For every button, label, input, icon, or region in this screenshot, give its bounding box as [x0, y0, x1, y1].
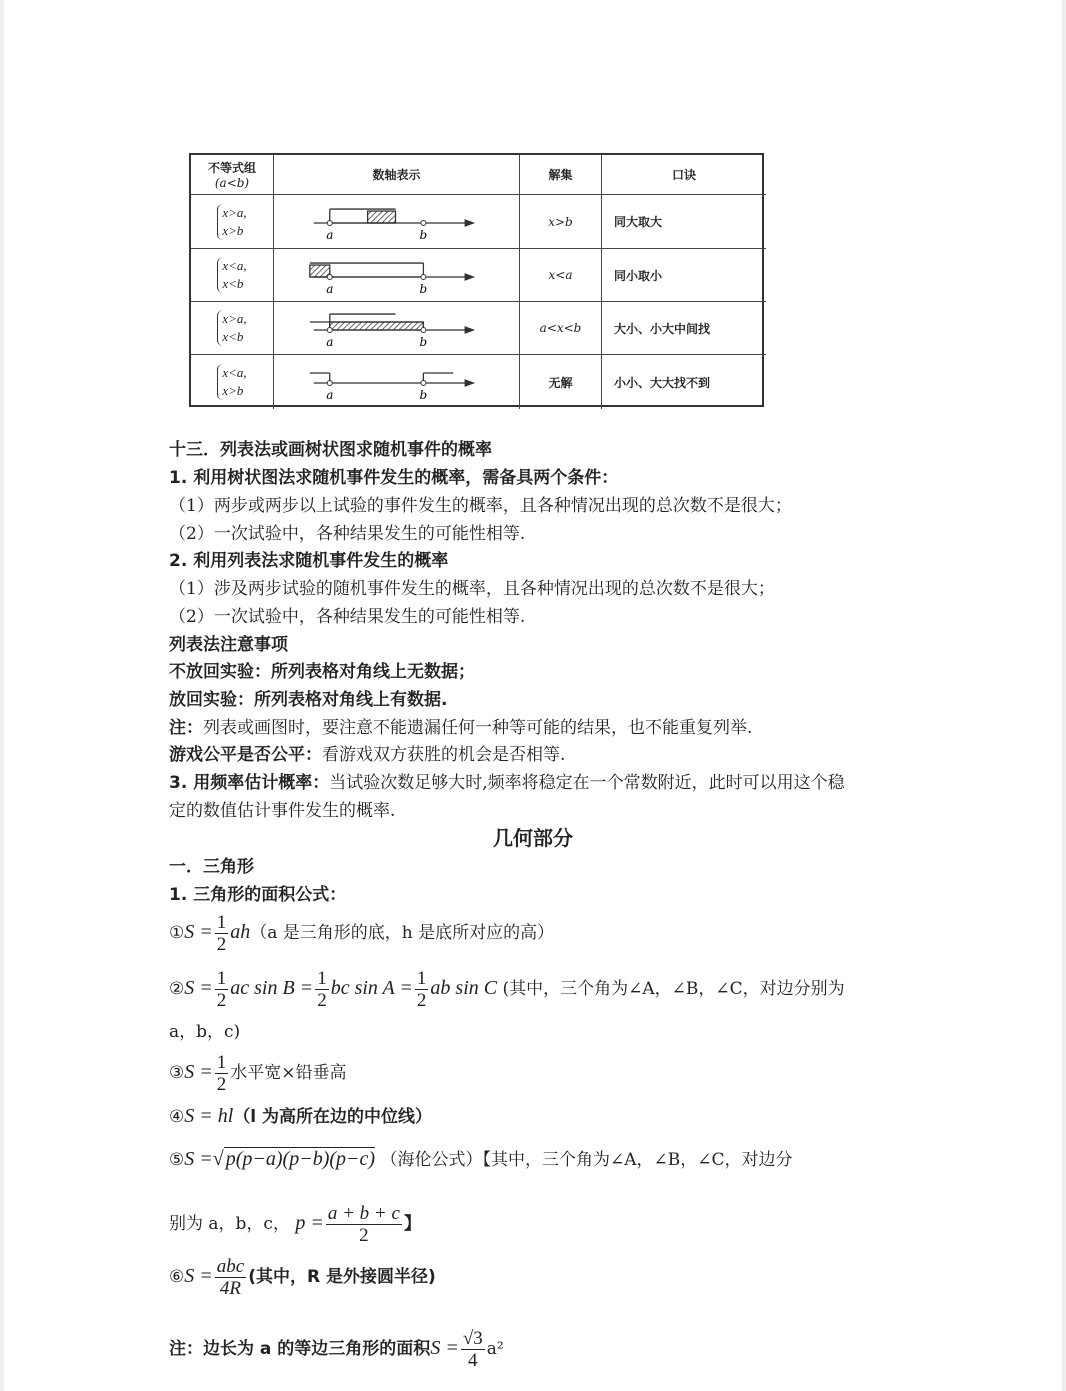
header-solution: 解集 — [520, 155, 602, 195]
axis-arrow — [465, 327, 473, 333]
fraction — [315, 968, 329, 1011]
denominator: 2 — [317, 990, 327, 1011]
radicand: p(p−a)(p−b)(p−c) — [225, 1148, 376, 1170]
system-cell — [191, 249, 274, 302]
number-line-cell — [274, 302, 520, 355]
numerator: abc — [216, 1256, 245, 1277]
denominator: 4R — [219, 1278, 242, 1299]
inequality: x<b — [222, 276, 244, 291]
formula-2-cont: a，b，c) — [169, 1022, 241, 1042]
note-text: 列表或画图时，要注意不能遗漏任何一种等可能的结果，也不能重复列举. — [203, 718, 753, 738]
inequality-system — [217, 204, 246, 240]
condition-1: （1）两步或两步以上试验的事件发生的概率，且各种情况出现的总次数不是很大； — [169, 496, 792, 516]
label-b: b — [419, 281, 428, 296]
bracket: 】 — [403, 1214, 421, 1234]
expr: a² — [486, 1339, 504, 1359]
solution-set: x>b — [548, 214, 573, 229]
note-label: 注： — [169, 718, 203, 738]
frequency-line — [169, 772, 845, 794]
expr: bc sin A = — [330, 977, 413, 999]
point-b — [421, 381, 426, 386]
geometry-title: 几何部分 — [493, 826, 573, 850]
number-line-cell — [274, 249, 520, 302]
numerator: 1 — [216, 968, 227, 989]
number-line-cell — [274, 195, 520, 249]
axis-arrow — [465, 274, 473, 280]
inequality: x<a, — [222, 258, 247, 273]
lhs: S = — [184, 1148, 213, 1170]
fraction — [215, 1052, 229, 1095]
fraction — [326, 1203, 402, 1246]
lhs: S = — [184, 1265, 213, 1287]
point-a — [327, 381, 332, 386]
expr: S = hl — [184, 1105, 234, 1127]
rhyme: 小小、大大找不到 — [614, 375, 711, 390]
numerator: a + b + c — [327, 1203, 400, 1224]
point-b — [421, 275, 426, 280]
solution-cell — [520, 355, 602, 409]
inequality: x>a, — [222, 311, 247, 326]
num-marker: ④ — [169, 1107, 185, 1127]
num-marker: ② — [169, 979, 185, 999]
expr: ab sin C — [430, 977, 498, 999]
area-formula-heading: 1. 三角形的面积公式： — [169, 885, 347, 905]
label-b: b — [419, 334, 428, 349]
lhs: S = — [430, 1337, 459, 1359]
formula-6 — [169, 1256, 436, 1299]
rhyme-cell — [602, 302, 766, 355]
condition-2: （2）一次试验中，各种结果发生的可能性相等. — [169, 524, 526, 544]
numerator: 1 — [317, 968, 327, 989]
denominator: 4 — [468, 1350, 478, 1371]
point-a — [327, 328, 332, 333]
label-a: a — [326, 281, 334, 296]
formula-note: （a 是三角形的底，h 是底所对应的高） — [250, 923, 555, 943]
denominator: 2 — [216, 934, 227, 955]
point-a — [327, 275, 332, 280]
num-marker: ⑥ — [169, 1267, 185, 1287]
note-line — [169, 717, 752, 739]
replacement-note: 放回实验：所列表格对角线上有数据. — [169, 690, 448, 710]
point-a — [327, 221, 332, 226]
solution-cell — [520, 302, 602, 355]
fraction — [215, 968, 229, 1011]
fraction — [215, 912, 229, 955]
triangle-heading: 一．三角形 — [169, 857, 254, 877]
number-line-diagram — [274, 355, 519, 409]
inequality: x>a, — [222, 204, 247, 220]
no-replacement-note: 不放回实验：所列表格对角线上无数据； — [169, 662, 475, 682]
frequency-text: 当试验次数足够大时,频率将稳定在一个常数附近，此时可以用这个稳 — [329, 773, 845, 793]
lhs: S = — [184, 921, 213, 943]
header-number-line: 数轴表示 — [274, 155, 520, 195]
tree-method-heading: 1. 利用树状图法求随机事件发生的概率，需备具两个条件： — [169, 468, 619, 488]
solution-cell — [520, 195, 602, 249]
rhyme: 大小、小大中间找 — [614, 321, 711, 336]
formula-1 — [169, 912, 554, 955]
formula-3 — [169, 1052, 347, 1095]
sqrt-icon: √ — [212, 1148, 224, 1170]
header-system — [191, 155, 274, 195]
inequality: x<a, — [222, 365, 247, 380]
num-marker: ③ — [169, 1063, 185, 1083]
formula-note: (其中，R 是外接圆半径) — [248, 1267, 436, 1287]
formula-note: 注：边长为 a 的等边三角形的面积 — [169, 1339, 431, 1359]
inequality: x>b — [222, 222, 244, 238]
header-text: (a<b) — [214, 176, 250, 190]
equilateral-note — [169, 1328, 504, 1371]
list-notes-heading: 列表法注意事项 — [169, 635, 288, 655]
rhyme-cell — [602, 249, 766, 302]
frequency-line-2: 定的数值估计事件发生的概率. — [169, 801, 396, 821]
system-cell — [191, 302, 274, 355]
num-marker: ⑤ — [169, 1150, 185, 1170]
expr: 水平宽×铅垂高 — [230, 1063, 347, 1083]
fairness-label: 游戏公平是否公平： — [169, 745, 322, 765]
numerator: 1 — [216, 1052, 227, 1073]
fraction — [461, 1328, 485, 1371]
number-line-diagram — [274, 195, 519, 249]
denominator: 2 — [359, 1225, 369, 1246]
expr: ah — [230, 921, 251, 943]
inequality-system — [217, 364, 246, 400]
list-condition-2: （2）一次试验中，各种结果发生的可能性相等. — [169, 607, 526, 627]
fairness-text: 看游戏双方获胜的机会是否相等. — [322, 745, 566, 765]
lhs: S = — [184, 977, 213, 999]
numerator: √3 — [462, 1328, 483, 1349]
denominator: 2 — [416, 990, 427, 1011]
label-a: a — [326, 227, 334, 242]
expr: ac sin B = — [230, 977, 314, 999]
denominator: 2 — [216, 1074, 227, 1095]
fraction — [415, 968, 429, 1011]
rhyme-cell — [602, 195, 766, 249]
axis-arrow — [465, 220, 473, 226]
denominator: 2 — [216, 990, 227, 1011]
system-cell — [191, 355, 274, 409]
inequality-system — [217, 257, 246, 293]
inequality-table — [189, 153, 764, 407]
formula-2 — [169, 968, 845, 1011]
header-text: 不等式组 — [207, 161, 256, 175]
inequality: x>b — [222, 383, 244, 398]
point-b — [421, 221, 426, 226]
rhyme-cell — [602, 355, 766, 409]
label-a: a — [326, 387, 334, 402]
rhyme: 同小取小 — [614, 268, 663, 283]
number-line-cell — [274, 355, 520, 409]
solution-set: x<a — [548, 268, 573, 282]
number-line-diagram — [274, 302, 519, 355]
numerator: 1 — [216, 912, 227, 933]
solution-set: 无解 — [548, 375, 573, 390]
label-a: a — [326, 334, 334, 349]
solution-cell — [520, 249, 602, 302]
num-marker: ① — [169, 923, 185, 943]
inequality: x<b — [222, 329, 244, 344]
header-rhyme: 口诀 — [602, 155, 766, 195]
number-line-diagram — [274, 249, 519, 302]
formula-note: 别为 a，b，c， — [169, 1214, 290, 1234]
list-condition-1: （1）涉及两步试验的随机事件发生的概率，且各种情况出现的总次数不是很大； — [169, 579, 775, 599]
formula-5 — [169, 1148, 792, 1171]
formula-5-cont — [169, 1203, 421, 1246]
lhs: p = — [295, 1212, 324, 1234]
solution-set: a<x<b — [539, 321, 582, 335]
formula-note: （海伦公式）【其中，三个角为∠A，∠B，∠C，对边分 — [380, 1150, 793, 1170]
frequency-label: 3. 用频率估计概率： — [169, 773, 330, 793]
section-13-title: 十三．列表法或画树状图求随机事件的概率 — [169, 440, 492, 460]
point-b — [421, 328, 426, 333]
label-b: b — [419, 387, 428, 402]
axis-arrow — [465, 380, 473, 386]
formula-note: (其中，三个角为∠A，∠B，∠C，对边分别为 — [502, 979, 845, 999]
system-cell — [191, 195, 274, 249]
rhyme: 同大取大 — [614, 215, 663, 229]
lhs: S = — [184, 1061, 213, 1083]
fairness-line — [169, 744, 565, 766]
formula-4 — [169, 1105, 432, 1128]
label-b: b — [419, 227, 428, 242]
formula-note: （l 为高所在边的中位线） — [233, 1107, 433, 1127]
list-method-heading: 2. 利用列表法求随机事件发生的概率 — [169, 551, 449, 571]
inequality-system — [217, 310, 246, 346]
numerator: 1 — [416, 968, 427, 989]
fraction — [215, 1256, 246, 1299]
